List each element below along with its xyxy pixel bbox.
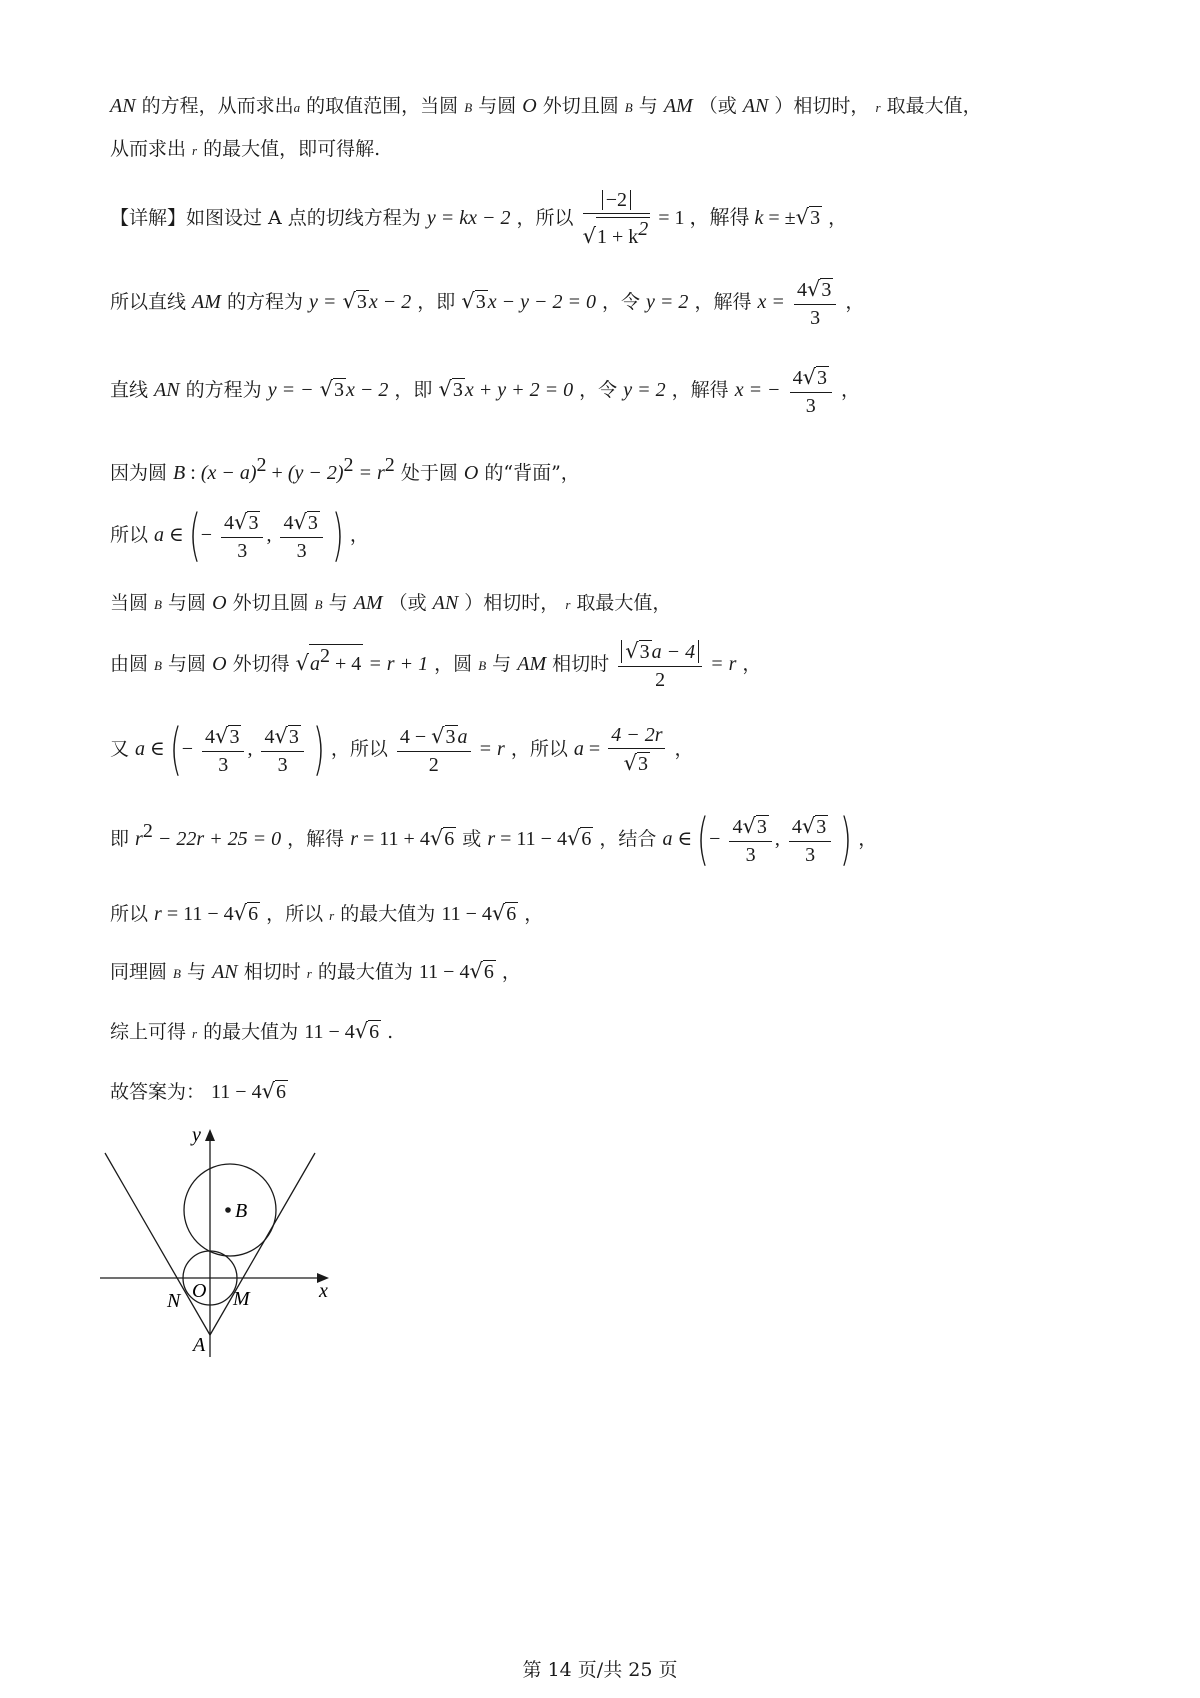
y-axis-arrow xyxy=(205,1129,215,1141)
label-y: y xyxy=(192,1125,201,1146)
text-line-13: 同理圆 B 与 AN 相切时 r 的最大值为 11 − 4√6 ， xyxy=(110,959,521,983)
page-footer: 第 14 页/共 25 页 xyxy=(522,1659,678,1681)
text-line-8: 当圆 B 与圆 O 外切且圆 B 与 AM （或 AN ）相切时， r 取最大值， xyxy=(110,592,672,614)
text-line-1: AN 的方程，从而求出a 的取值范围，当圆 B 与圆 O 外切且圆 B 与 AM （或 AN ）相切时， r 取最大值， xyxy=(110,95,982,117)
text-line-10: 又 a ∈ (− $\frac{4√3}{3}$ , $\frac{4√3}{3}$ ) ，所以 $\frac{4 - √3 a}{2}$ = r ，所以 a = $\frac{4 - 2r}{√3}$ ， xyxy=(110,717,694,782)
text-line-9: 由圆 B 与圆 O 外切得 $√a^2 + 4 = r + 1$ ，圆 B 与 AM 相切时 $\frac{√3 a - 4}{2}$ = r ， xyxy=(110,639,762,691)
line-AM xyxy=(210,1153,315,1335)
fraction-4sqrt3-over-3: $\frac{4√3}{3}$ xyxy=(790,366,832,416)
label-M: M xyxy=(233,1288,250,1310)
fraction-abs-over-sqrt: $\frac{-2}{√1 + k^2}$ xyxy=(582,189,649,248)
label-B: B xyxy=(235,1200,248,1222)
fraction-4sqrt3-over-3: $\frac{4√3}{3}$ xyxy=(794,278,836,328)
text-line-6: 因为圆 B : $(x - a)^2 + (y - 2)^2 = r^2$ 处于圆 O 的“背面”， xyxy=(110,454,580,484)
geometry-figure xyxy=(95,1125,355,1375)
text-line-4: 所以直线 AM 的方程为 y = √3 x − 2 ，即 √3 x − y − 2 = 0 ，令 y = 2 ，解得 x = $\frac{4√3}{3}$ ， xyxy=(110,277,865,329)
label-O: O xyxy=(192,1280,207,1302)
label-A: A xyxy=(193,1334,206,1356)
text-line-12: 所以 r = 11 − 4√6 ，所以 r 的最大值为 11 − 4√6 ， xyxy=(110,901,544,925)
point-B xyxy=(225,1207,231,1213)
text-line-14: 综上可得 r 的最大值为 11 − 4√6 . xyxy=(110,1019,394,1043)
text-line-5: 直线 AN 的方程为 y = − √3 x − 2 ，即 √3 x + y + 2 = 0 ，令 y = 2 ，解得 x = − $\frac{4√3}{3}$ ， xyxy=(110,365,861,417)
text-line-7: 所以 a ∈ (− $\frac{4√3}{3}$ , $\frac{4√3}{3}$ ) ， xyxy=(110,503,369,568)
label-N: N xyxy=(167,1290,181,1312)
text-line-15: 故答案为： 11 − 4√6 xyxy=(110,1079,286,1103)
text-line-2: 从而求出 r 的最大值，即可得解. xyxy=(110,138,381,160)
label-x: x xyxy=(319,1280,328,1302)
text-line-3: 【详解】如图设过 A 点的切线方程为 y = kx − 2 ，所以 $\frac{-2}{√1 + k^2}$ = 1 ，解得 k = ±√3 ， xyxy=(110,189,848,248)
text-line-11: 即 $r^2 - 22r + 25 = 0$ ，解得 r = 11 + 4√6 或 r = 11 − 4√6 ，结合 a ∈ (− $\frac{4√3}{3}$ , $\frac{4√3}{3}$ ) ， xyxy=(110,807,878,872)
